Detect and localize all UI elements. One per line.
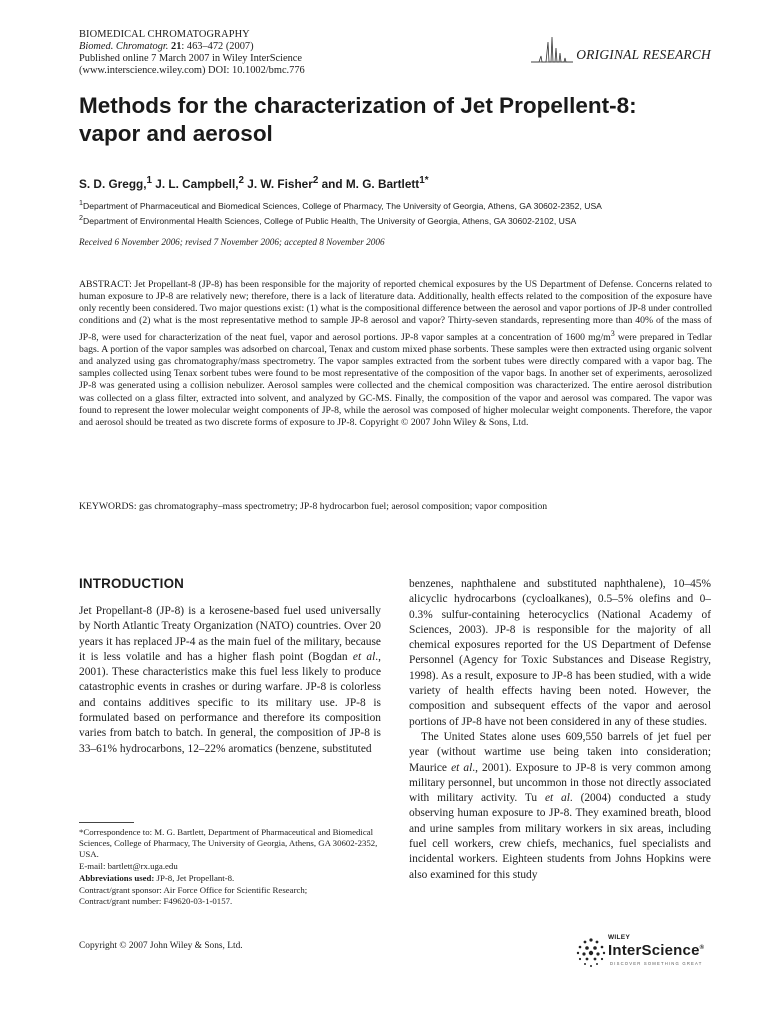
intro-paragraph-3: [409, 730, 711, 883]
citation-journal: Biomed. Chromatogr.: [79, 41, 169, 53]
author-sup: 2: [312, 175, 319, 186]
intro-paragraph-2: benzenes, naphthalene and substituted naphthalene), 10–45% alicyclic hydrocarbons (cycloalkanes), 0.5–5% olefins and 0–0.3% sulfur-containing heterocyclics (National Academy of Sciences, 2003). JP-8 is responsible for the majority of all chemical exposures reported for the US Department of Defense Personnel (Agency for Toxic Substances and Disease Registry, 1998). As a result, exposure to JP-8 has been studied, with a wide variety of health effects having been noted. However, the composition and subsequent effects of the vapor and aerosol portions of JP-8 have not been considered in any of these studies.: [409, 578, 711, 728]
affiliation-2: [79, 212, 719, 227]
abstract-text-2: were prepared in Tedlar bags. A portion of the vapor samples was adsorbed on charcoal, Tenax and custom mixed phase sorbents. These samples were then extracted using organic solvent and analyzed using gas chromatography/mass spectrometry. The vapor samples extracted from the sorbent tubes were directly compared with a vapor bag. The samples collected using Tenax sorbent tubes were found to be most representative of the composition of the vapor bags. In another set of experiments, aerosolized JP-8 was generated using a collision nebulizer. Aerosol samples were collected and the chemical composition was characterized. The entire aerosol distribution was collected on a glass filter, extracted into solvent, and analyzed by GC-MS. Finally, the composition of the vapor and aerosol was compared. The vapor was found to represent the lower molecular weight components of JP-8, while the aerosol was composed of higher molecular weight components. Therefore, the vapor and aerosol should be treated as two discrete forms of exposure to JP-8. Copyright © 2007 John Wiley & Sons, Ltd.: [79, 331, 712, 428]
body-text: Jet Propellant-8 (JP-8) is a kerosene-based fuel used universally by North Atlantic Treaty Organization (NATO) countries. Over 20 years it has replaced JP-4 as the main fuel of the military, because it is less volatile and has a higher flash point (Bogdan: [79, 605, 381, 663]
affiliation-1: [79, 197, 719, 212]
section-badge: [531, 34, 711, 64]
registered-mark: ®: [699, 945, 705, 951]
title-line-1: Methods for the characterization of Jet Propellent-8:: [79, 93, 637, 118]
intro-paragraph-1: [79, 604, 381, 757]
body-text: ., 2001). These characteristics make this fuel less likely to produce catastrophic events in crashes or during warfare. JP-8 is colorless and contains additives specific to its military use. JP-8 is formulated based on performance and therefore its composition varies from batch to batch. In general, the composition of JP-8 is 33–61% hydrocarbons, 12–22% aromatics (benzene, substituted: [79, 650, 381, 755]
title-line-2: vapor and aerosol: [79, 121, 273, 146]
interscience-logo: [574, 934, 714, 970]
author-bartlett: and M. G. Bartlett: [318, 176, 420, 191]
grant-number: Contract/grant number: F49620-03-1-0157.: [79, 896, 233, 906]
copyright-notice: Copyright © 2007 John Wiley & Sons, Ltd.: [79, 941, 243, 951]
author-sup: 2: [238, 175, 244, 186]
section-label: ORIGINAL RESEARCH: [576, 47, 711, 62]
email-note: E-mail: bartlett@rx.uga.edu: [79, 861, 178, 871]
interscience-wordmark: [608, 942, 704, 959]
affiliation-number: 1: [79, 199, 83, 207]
doi-line: (www.interscience.wiley.com) DOI: 10.1002/bmc.776: [79, 65, 305, 77]
author-list: [79, 175, 429, 191]
globe-dots-icon: [574, 936, 608, 970]
author-sup: 1*: [419, 175, 429, 186]
affiliation-number: 2: [79, 214, 83, 223]
journal-name: BIOMEDICAL CHROMATOGRAPHY: [79, 29, 250, 40]
article-title: [79, 92, 699, 148]
author-sup: 1: [146, 175, 152, 186]
keywords: KEYWORDS: gas chromatography–mass spectrometry; JP-8 hydrocarbon fuel; aerosol composition; vapor composition: [79, 501, 548, 512]
abstract-superscript: 3: [610, 328, 615, 338]
footnote-divider: [79, 822, 134, 823]
grant-note: [79, 885, 381, 907]
wiley-wordmark: WILEY: [608, 934, 631, 941]
logo-tagline: DISCOVER SOMETHING GREAT: [610, 961, 703, 966]
grant-sponsor: Contract/grant sponsor: Air Force Office for Scientific Research;: [79, 885, 308, 895]
body-text: ., 2001). Exposure to JP-8 is very common among military personnel, but uncommon in those not directly associated with military activity. Tu: [409, 761, 711, 805]
affiliation-text: Department of Environmental Health Sciences, College of Public Health, The University of Georgia, Athens, GA 30602-2102, USA: [82, 216, 577, 227]
abbreviations-note: [79, 873, 381, 884]
abstract-text-1: ABSTRACT: Jet Propellant-8 (JP-8) has been responsible for the majority of reported chemical exposures by the US Department of Defense. Concerns related to human exposure to JP-8 are relatively new; therefore, there is a lack of literature data. Additionally, health effects related to the composition of the exposure have only recently been considered. Two major questions exist: (1) what is the compositional difference between the aerosol and vapor portions of JP-8 under controlled conditions and (2) what is the most representative method to sample JP-8 aerosol and vapor? Thirty-seven standards, representing more than 40% of the mass of JP-8, were used for characterization of the neat fuel, vapor and aerosol portions. JP-8 vapor samples at a concentration of 1600 mg/m: [79, 279, 712, 343]
body-text: The United States alone uses 609,550 barrels of jet fuel per year (without wartime use being taken into consideration; Maurice: [409, 730, 711, 774]
body-column-right: [409, 577, 711, 883]
abbreviations-text: JP-8, Jet Propellant-8.: [154, 873, 235, 883]
section-heading-introduction: INTRODUCTION: [79, 576, 185, 591]
body-column-left: [79, 604, 381, 757]
abstract: [79, 279, 712, 429]
affiliations: [79, 197, 719, 228]
citation-etal: et al: [544, 792, 570, 805]
citation-volume: 21: [171, 41, 182, 53]
published-line: Published online 7 March 2007 in Wiley InterScience: [79, 53, 303, 65]
body-text: . (2004) conducted a study observing human exposure to JP-8. They examined breath, blood and urine samples from military workers in six areas, including fuel cell workers, crew chiefs, mechanics, fuel specialists and incidental workers. Eighteen students from Johns Hopkins were also examined for this study: [409, 792, 711, 881]
author-gregg: S. D. Gregg,: [79, 176, 147, 191]
received-dates: Received 6 November 2006; revised 7 November 2006; accepted 8 November 2006: [79, 237, 385, 247]
brand-text: InterScience: [608, 942, 700, 959]
citation-etal: et al: [352, 650, 376, 663]
correspondence-note: *Correspondence to: M. G. Bartlett, Department of Pharmaceutical and Biomedical Sciences, College of Pharmacy, The University of Georgia, Athens, GA 30602-2352, USA.: [79, 827, 378, 859]
abbreviations-label: Abbreviations used:: [79, 873, 155, 883]
citation-pages: : 463–472 (2007): [181, 41, 254, 53]
author-fisher: J. W. Fisher: [243, 176, 313, 191]
citation-etal: et al: [451, 761, 473, 774]
affiliation-text: Department of Pharmaceutical and Biomedical Sciences, College of Pharmacy, The University of Georgia, Athens, GA 30602-2352, USA: [82, 200, 602, 211]
author-campbell: J. L. Campbell,: [151, 176, 239, 191]
footnotes: [79, 827, 381, 908]
chromatogram-icon: [531, 34, 573, 64]
